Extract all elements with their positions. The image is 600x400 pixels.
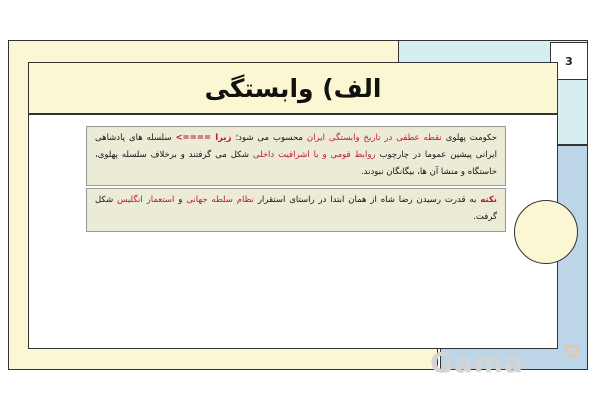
p1-text-4: شکل می گرفتند و برخلاف سلسله پهلوی، خاستگاه و منشا آن ها، بیگانگان نبودند. (95, 150, 497, 177)
decorative-circle (514, 200, 578, 264)
watermark-logo (430, 345, 580, 379)
watermark-dot-icon (566, 345, 578, 357)
note-label: نکته (480, 195, 497, 205)
p1-text-1: حکومت پهلوی (441, 133, 498, 143)
slide-number-text: 3 (565, 54, 573, 68)
paragraph-note (86, 188, 506, 232)
p1-highlight-1: نقطه عطفی در تاریخ وابستگی ایران (306, 133, 442, 143)
p1-text-3: سلسله های پادشاهی ایرانی پیشین عموما در چارچوب (95, 133, 497, 160)
watermark-text: Gama (430, 345, 524, 379)
p1-highlight-2: زیرا ====> (175, 133, 232, 143)
p2-text-2: و (174, 195, 187, 205)
paragraph-dependency (86, 126, 506, 186)
title-bar (28, 62, 558, 114)
p2-highlight-1: نظام سلطه جهانی (186, 195, 254, 205)
p2-highlight-2: استعمار انگلیس (117, 195, 175, 205)
slide-title: الف) وابستگی (204, 73, 382, 103)
p1-highlight-3: روابط قومی و با اشرافیت داخلی (252, 150, 376, 160)
p2-text-1: به قدرت رسیدن رضا شاه از همان ابتدا در راستای استقرار (253, 195, 481, 205)
p2-text-3: شکل گرفت. (95, 195, 497, 222)
p1-text-2: محسوب می شود؛ (231, 133, 307, 143)
